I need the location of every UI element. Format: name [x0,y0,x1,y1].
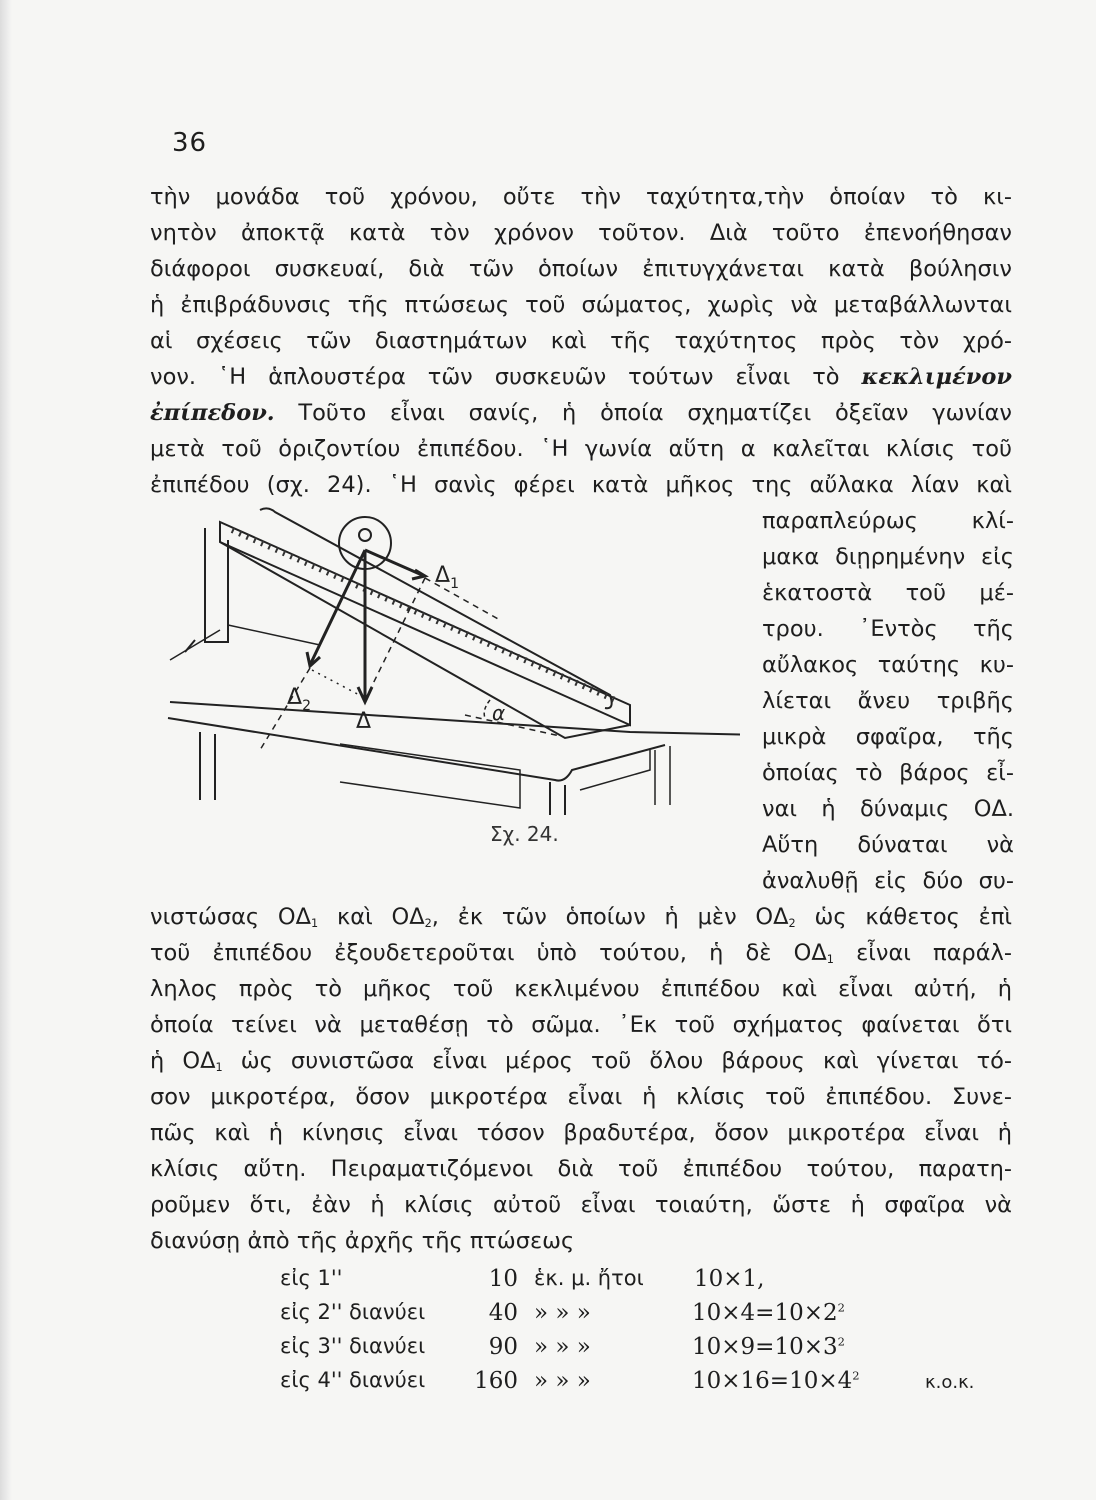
side-text-line: αὔλακος ταύτης κυ- [762,652,1014,678]
formula-text: 10×4=10×2 [692,1300,838,1326]
table-leg-right [655,746,670,805]
text-line: μετὰ τοῦ ὁριζοντίου ἐπιπέδου. ῾Η γωνία αὕτη α καλεῖται κλίσις τοῦ [150,436,1012,462]
text-line: σον μικροτέρα, ὅσον μικροτέρα εἶναι ἡ κλίσις τοῦ ἐπιπέδου. Συνε- [150,1084,1012,1110]
text-span: ὡς κάθετος ἐπὶ [795,904,1012,930]
angle-arc [484,700,490,718]
time-cell: εἰς 1'' [280,1266,343,1290]
exponent: 2 [837,1334,845,1349]
distance-cell: 90 [488,1334,518,1360]
exponent: 2 [852,1368,860,1383]
side-text-line: Αὕτη δύναται νὰ [762,832,1014,858]
formula-cell [692,1368,860,1394]
subscript: 1 [826,952,834,966]
text-span: καὶ ΟΔ [318,904,425,930]
table-top-edge [170,702,740,735]
text-line: νητὸν ἀποκτᾷ κατὰ τὸν χρόνον τοῦτον. Διὰ τοῦτο ἐπενοήθησαν [150,220,1012,246]
inclined-plane-figure [160,500,740,820]
subscript: 2 [424,916,432,930]
side-text-line: ναι ἡ δύναμις ΟΔ. [762,796,1014,822]
etc-note: κ.ο.κ. [925,1372,975,1393]
label-d1: $\Delta_1$ [435,563,459,592]
side-text-line: ἑκατοστὰ τοῦ μέ- [762,580,1014,606]
exponent: 2 [837,1300,845,1315]
time-cell: εἰς 4'' διανύει [280,1368,426,1392]
text-line: τὴν μονάδα τοῦ χρόνου, οὔτε τὴν ταχύτητα,τὴν ὁποίαν τὸ κι- [150,184,1012,210]
text-span: τοῦ ἐπιπέδου ἐξουδετεροῦται ὑπὸ τούτου, ἡ δὲ ΟΔ [150,940,827,966]
unit-cell: » » » [534,1368,591,1394]
side-text-line: λίεται ἄνευ τριβῆς [762,688,1014,714]
text-line: ληλος πρὸς τὸ μῆκος τοῦ κεκλιμένου ἐπιπέδου καὶ εἶναι αὐτή, ἡ [150,976,1012,1002]
label-alpha: α [492,701,506,725]
subscript: 1 [215,1060,223,1074]
subscript: 1 [311,916,319,930]
figure-caption: Σχ. 24. [490,822,559,846]
text-line [150,942,1012,965]
text-span: ἡ ΟΔ [150,1048,216,1074]
time-cell: εἰς 3'' διανύει [280,1334,426,1358]
distance-cell: 40 [488,1300,518,1326]
page-edge [0,0,12,1500]
formula-text: 10×16=10×4 [692,1368,853,1394]
text-span: νον. ῾Η ἁπλουστέρα τῶν συσκευῶν τούτων εἶναι τὸ [150,364,862,390]
emphasis-term: κεκλιμένον [861,364,1012,390]
text-line: ὁποία τείνει νὰ μεταθέσῃ τὸ σῶμα. ᾿Εκ τοῦ σχήματος φαίνεται ὅτι [150,1012,1012,1038]
text-span: ὡς συνιστῶσα εἶναι μέρος τοῦ ὅλου βάρους καὶ γίνεται τό- [222,1048,1012,1074]
distance-cell: 10 [488,1266,518,1292]
unit-cell: » » » [534,1334,591,1360]
page-number: 36 [172,128,208,158]
board-groove [260,508,612,708]
text-line: διάφοροι συσκευαί, διὰ τῶν ὁποίων ἐπιτυγχάνεται κατὰ βούλησιν [150,256,1012,282]
side-text-line: ὁποίας τὸ βάρος εἶ- [762,760,1014,786]
text-line: αἱ σχέσεις τῶν διαστημάτων καὶ τῆς ταχύτητος πρὸς τὸν χρό- [150,328,1012,354]
subscript: 2 [788,916,796,930]
unit-cell: ἑκ. μ. ἤτοι [534,1266,644,1290]
table-apron-side [580,750,650,790]
text-line: κλίσις αὕτη. Πειραματιζόμενοι διὰ τοῦ ἐπιπέδου τούτου, παρατη- [150,1156,1012,1182]
label-d: Δ [356,709,372,734]
text-line [150,1050,1012,1073]
formula-text: 10×9=10×3 [692,1334,838,1360]
label-d2: $\Delta_2$ [287,685,311,714]
table-apron [340,744,520,808]
formula-cell [692,1300,845,1326]
scale-marks [232,530,615,700]
text-line: ἐπιπέδου (σχ. 24). ῾Η σανὶς φέρει κατὰ μῆκος της αὔλακα λίαν καὶ [150,472,1012,498]
force-vector-d2 [310,550,365,665]
text-line: διανύσῃ ἀπὸ τῆς ἀρχῆς τῆς πτώσεως [150,1228,575,1254]
table-leg-front [550,782,565,815]
text-span: , ἐκ τῶν ὁποίων ἡ μὲν ΟΔ [431,904,789,930]
horizontal-reference [465,715,560,736]
formula-cell [692,1334,845,1360]
text-line: ἡ ἐπιβράδυνσις τῆς πτώσεως τοῦ σώματος, χωρὶς νὰ μεταβάλλωνται [150,292,1012,318]
side-text-line: τρου. ᾿Εντὸς τῆς [762,616,1014,642]
side-text-line: ἀναλυθῇ εἰς δύο συ- [762,868,1014,894]
formula-cell: 10×1, [694,1266,765,1292]
plane-support [185,528,228,652]
distance-cell: 160 [474,1368,518,1394]
text-line: πῶς καὶ ἡ κίνησις εἶναι τόσον βραδυτέρα, ὅσον μικροτέρα εἶναι ἡ [150,1120,1012,1146]
inclined-board-top [220,522,630,725]
text-line: ροῦμεν ὅτι, ἐὰν ἡ κλίσις αὐτοῦ εἶναι τοιαύτη, ὥστε ἡ σφαῖρα νὰ [150,1192,1012,1218]
side-text-line: μακα διῃρημένην εἰς [762,544,1014,570]
point-o [359,529,371,541]
text-line [150,366,1012,389]
table-front-edge [168,718,665,781]
construction-lines [260,578,500,750]
side-text-line: μικρὰ σφαῖρα, τῆς [762,724,1014,750]
text-line [150,906,1012,929]
text-span: εἶναι παράλ- [833,940,1012,966]
unit-cell: » » » [534,1300,591,1326]
emphasis-term: ἐπίπεδον. [150,400,275,426]
dotted-line [312,670,365,698]
side-text-line: παραπλεύρως κλί- [762,508,1014,534]
force-vector-d1 [365,550,422,575]
text-span: νιστώσας ΟΔ [150,904,312,930]
text-span: Τοῦτο εἶναι σανίς, ἡ ὁποία σχηματίζει ὀξεῖαν γωνίαν [274,400,1012,426]
text-line [150,402,1012,425]
table-leg-left [200,732,215,800]
time-cell: εἰς 2'' διανύει [280,1300,426,1324]
